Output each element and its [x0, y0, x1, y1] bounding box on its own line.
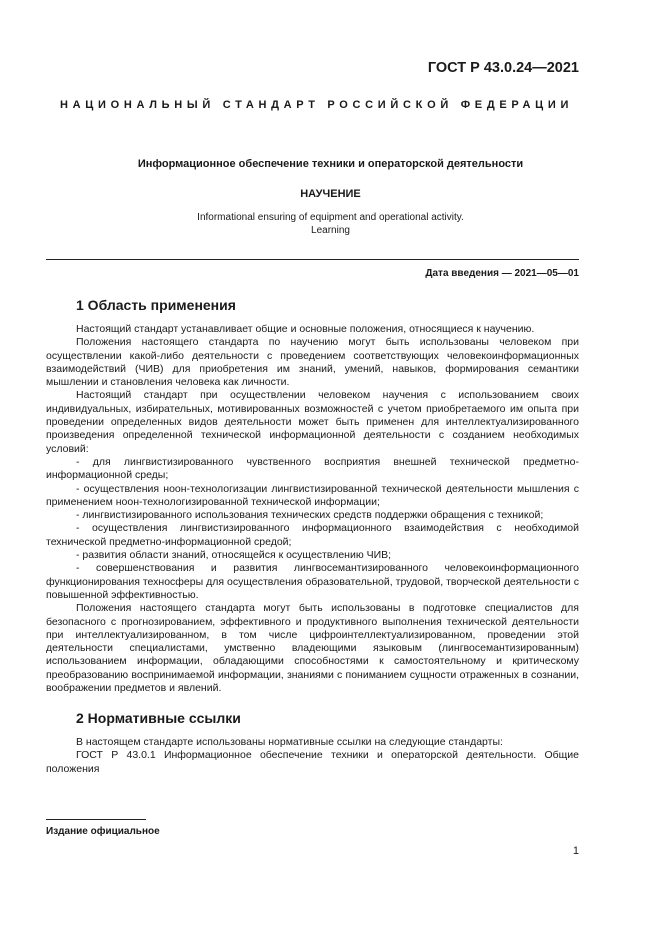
- list-item: - для лингвистизированного чувственного восприятия внешней технической предметно-информационной среды;: [46, 455, 579, 482]
- paragraph: Настоящий стандарт при осуществлении человеком научения с использованием своих индивидуальных, избирательных, мотивированных возможностей с учетом приобретаемого им опыта при проведении определенных видов деятельности может быть применен для интеллектуализированного произведения определенной технической информационной деятельности с созданием необходимых условий:: [46, 389, 579, 455]
- list-item: - развития области знаний, относящейся к осуществлению ЧИВ;: [76, 549, 392, 562]
- document-subtitle: НАУЧЕНИЕ: [300, 188, 361, 200]
- document-title: Информационное обеспечение техники и операторской деятельности: [137, 158, 524, 170]
- section-scope-body: [46, 323, 579, 695]
- section-heading-references: 2 Нормативные ссылки: [76, 710, 241, 726]
- standard-banner: НАЦИОНАЛЬНЫЙ СТАНДАРТ РОССИЙСКОЙ ФЕДЕРАЦИИ: [59, 99, 574, 111]
- section-references-body: [46, 736, 579, 776]
- list-item: - осуществления лингвистизированного информационного взаимодействия с необходимой технической предметно-информационной средой;: [46, 522, 579, 548]
- list-item: - осуществления ноон-технологизации лингвистизированной технической деятельности мышления с применением ноон-технологизированной технической информации;: [46, 482, 579, 508]
- introduction-date: Дата введения — 2021—05—01: [425, 268, 579, 279]
- paragraph: Положения настоящего стандарта по научению могут быть использованы человеком при осуществлении какой-либо деятельности с проведением соответствующих человекоинформационных взаимодействий (ЧИВ) для приобретения им знаний, умений, навыков, формирования семантики мышлении и становления человека как личности.: [46, 336, 579, 389]
- english-title-line1: Informational ensuring of equipment and operational activity.: [197, 212, 464, 223]
- footer-divider: [46, 819, 146, 820]
- paragraph: В настоящем стандарте использованы нормативные ссылки на следующие стандарты:: [76, 736, 503, 748]
- list-item: - совершенствования и развития лингвосемантизированного человекоинформационного функционирования техносферы для осуществления образовательной, трудовой, творческой деятельности с повышенной эффективностью.: [46, 562, 579, 601]
- paragraph: Положения настоящего стандарта могут быть использованы в подготовке специалистов для безопасного с прогнозированием, эффективного и продуктивного выполнения технической деятельности при интеллектуализированном, в том числе цифроинтеллектуализированном, проведении этой деятельности специалистами, умственно владеющими языковым (лингвосемантизированным) использованием информации, обладающими способностями к самостоятельному и критическому преобразованию воспринимаемой информации, знаниями с пониманием сущности отраженных в сознании, воображении предметов и явлений.: [46, 602, 579, 695]
- list-item: - лингвистизированного использования технических средств поддержки обращения с техникой;: [76, 509, 544, 522]
- reference-item: ГОСТ Р 43.0.1 Информационное обеспечение техники и операторской деятельности. Общие положения: [46, 749, 579, 775]
- english-title-line2: Learning: [311, 225, 350, 236]
- paragraph: Настоящий стандарт устанавливает общие и основные положения, относящиеся к научению.: [76, 323, 535, 335]
- document-id: ГОСТ Р 43.0.24—2021: [427, 60, 579, 76]
- section-heading-scope: 1 Область применения: [76, 297, 236, 313]
- title-divider: [46, 259, 579, 260]
- page-number: 1: [572, 845, 579, 857]
- edition-note: Издание официальное: [46, 826, 160, 837]
